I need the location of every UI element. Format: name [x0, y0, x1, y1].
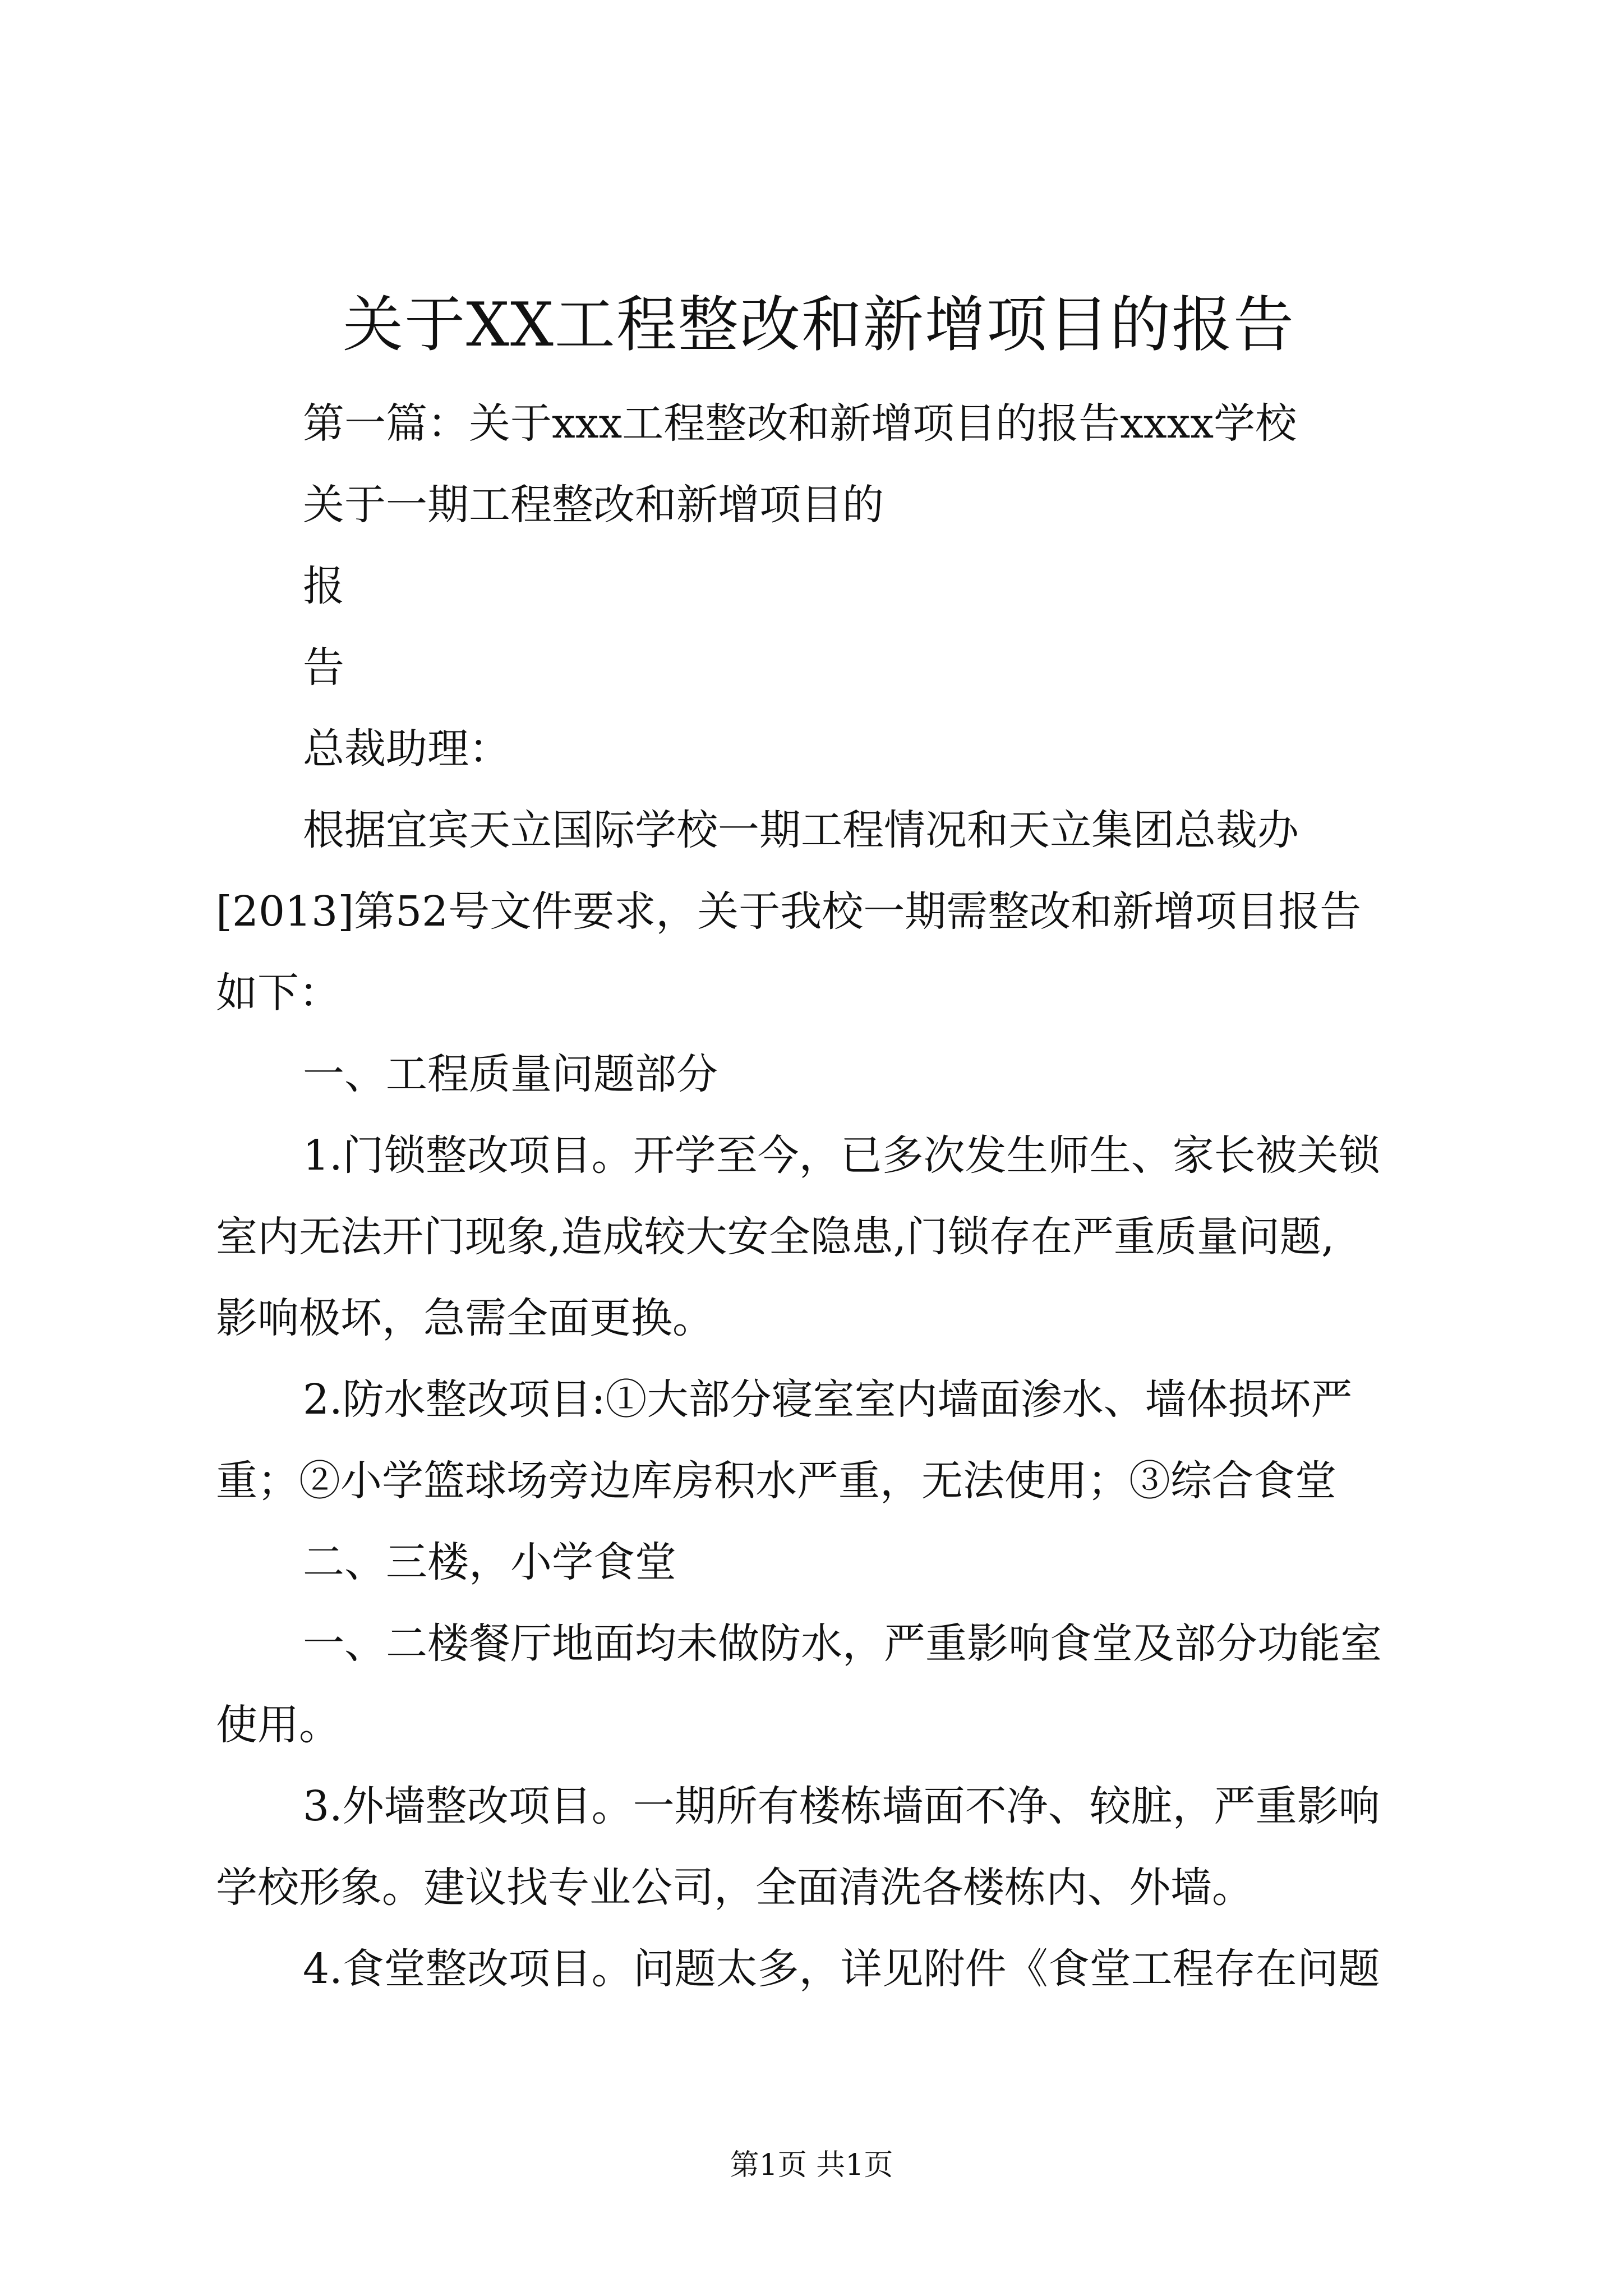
paragraph-line: 一、二楼餐厅地面均未做防水，严重影响食堂及部分功能室 [303, 1619, 1382, 1668]
paragraph-line: 关于一期工程整改和新增项目的 [303, 481, 884, 529]
paragraph-line: 3.外墙整改项目。一期所有楼栋墙面不净、较脏，严重影响 [303, 1782, 1380, 1830]
paragraph-line: 重；②小学篮球场旁边库房积水严重，无法使用；③综合食堂 [216, 1457, 1336, 1505]
paragraph-line: 2.防水整改项目:①大部分寝室室内墙面渗水、墙体损坏严 [303, 1375, 1353, 1424]
paragraph-line: 学校形象。建议找专业公司，全面清洗各楼栋内、外墙。 [216, 1864, 1253, 1912]
paragraph-line: 告 [303, 643, 344, 692]
paragraph-line: 使用。 [216, 1701, 340, 1749]
paragraph-line: 室内无法开门现象,造成较大安全隐患,门锁存在严重质量问题, [216, 1213, 1335, 1261]
paragraph-line: 1.门锁整改项目。开学至今，已多次发生师生、家长被关锁 [303, 1131, 1380, 1180]
document-title: 关于XX工程整改和新增项目的报告 [343, 290, 1295, 360]
paragraph-line: 4.食堂整改项目。问题太多，详见附件《食堂工程存在问题 [303, 1945, 1380, 1993]
page-footer: 第1页 共1页 [730, 2148, 893, 2182]
salutation: 总裁助理： [303, 725, 510, 773]
paragraph-line: 第一篇：关于xxx工程整改和新增项目的报告xxxx学校 [303, 399, 1297, 448]
paragraph-line: 根据宜宾天立国际学校一期工程情况和天立集团总裁办 [303, 806, 1299, 854]
section-heading: 一、工程质量问题部分 [303, 1050, 718, 1098]
paragraph-line: [2013]第52号文件要求，关于我校一期需整改和新增项目报告 [216, 887, 1362, 936]
paragraph-line: 二、三楼，小学食堂 [303, 1538, 676, 1586]
paragraph-line: 如下： [216, 969, 340, 1017]
paragraph-line: 报 [303, 562, 344, 610]
paragraph-line: 影响极坏，急需全面更换。 [216, 1294, 714, 1342]
